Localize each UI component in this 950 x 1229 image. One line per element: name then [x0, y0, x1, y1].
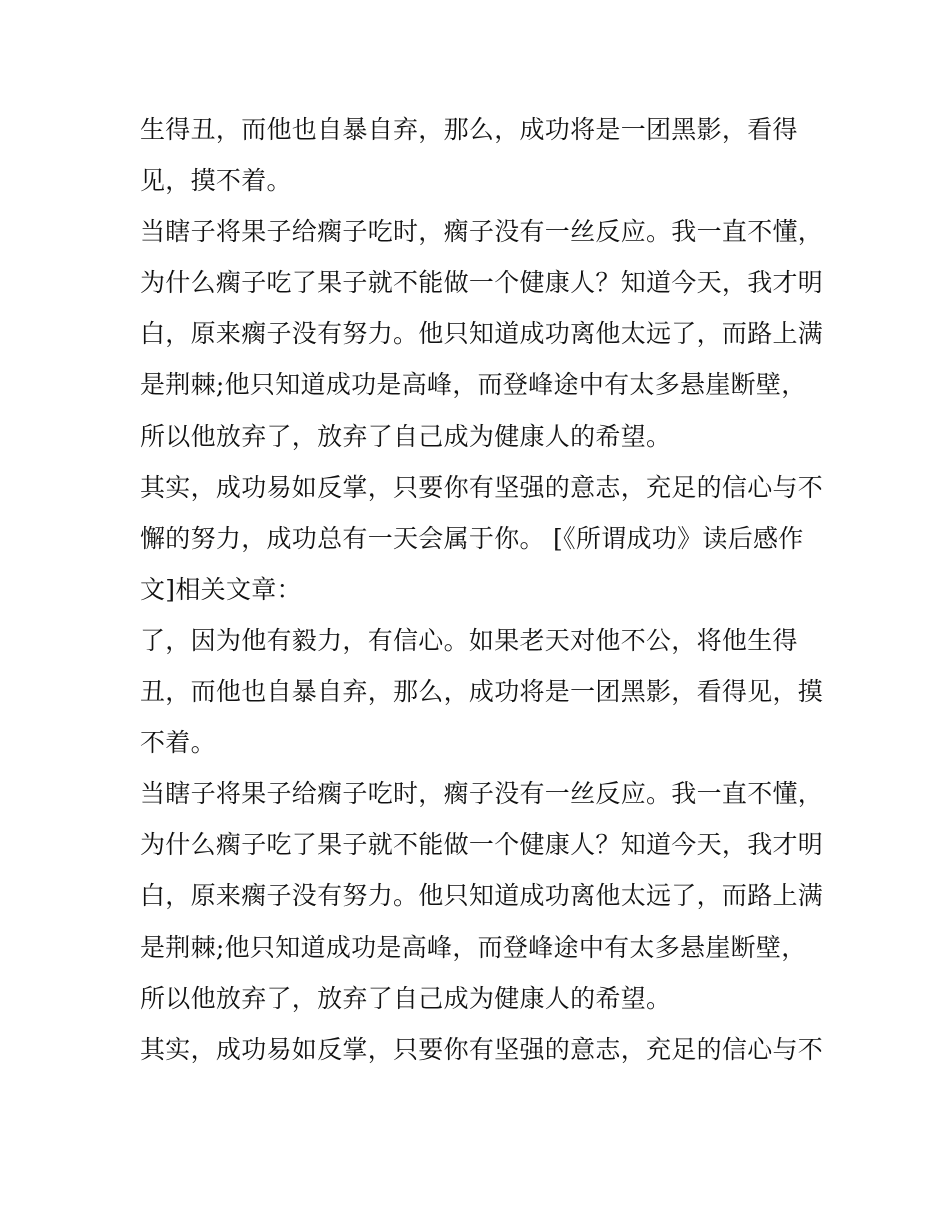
- text-line: 所以他放弃了，放弃了自己成为健康人的希望。: [140, 421, 672, 451]
- text-line: 了，因为他有毅力，有信心。如果老天对他不公，将他生得: [140, 625, 798, 655]
- text-line: 是荆棘;他只知道成功是高峰，而登峰途中有太多悬崖断壁，: [140, 932, 807, 962]
- text-line: 白，原来瘸子没有努力。他只知道成功离他太远了，而路上满: [140, 881, 824, 911]
- text-line: 不着。: [140, 728, 216, 758]
- text-line: 丑，而他也自暴自弃，那么，成功将是一团黑影，看得见，摸: [140, 677, 824, 707]
- text-line: 为什么瘸子吃了果子就不能做一个健康人？知道今天，我才明: [140, 268, 824, 298]
- text-line: 白，原来瘸子没有努力。他只知道成功离他太远了，而路上满: [140, 319, 824, 349]
- text-line: 生得丑，而他也自暴自弃，那么，成功将是一团黑影，看得: [140, 115, 798, 144]
- text-line: 文]相关文章：: [140, 574, 302, 604]
- text-line: 为什么瘸子吃了果子就不能做一个健康人？知道今天，我才明: [140, 830, 824, 860]
- text-line: 懈的努力，成功总有一天会属于你。 [《所谓成功》读后感作: [140, 523, 804, 553]
- body-text: [140, 104, 840, 1075]
- text-line: 其实，成功易如反掌，只要你有坚强的意志，充足的信心与不: [140, 1034, 824, 1064]
- text-line: 当瞎子将果子给瘸子吃时，瘸子没有一丝反应。我一直不懂，: [140, 217, 824, 247]
- text-line: 所以他放弃了，放弃了自己成为健康人的希望。: [140, 983, 672, 1013]
- text-line: 见，摸不着。: [140, 166, 292, 196]
- text-line: 当瞎子将果子给瘸子吃时，瘸子没有一丝反应。我一直不懂，: [140, 779, 824, 809]
- text-line: 其实，成功易如反掌，只要你有坚强的意志，充足的信心与不: [140, 472, 824, 502]
- text-line: 是荆棘;他只知道成功是高峰，而登峰途中有太多悬崖断壁，: [140, 370, 807, 400]
